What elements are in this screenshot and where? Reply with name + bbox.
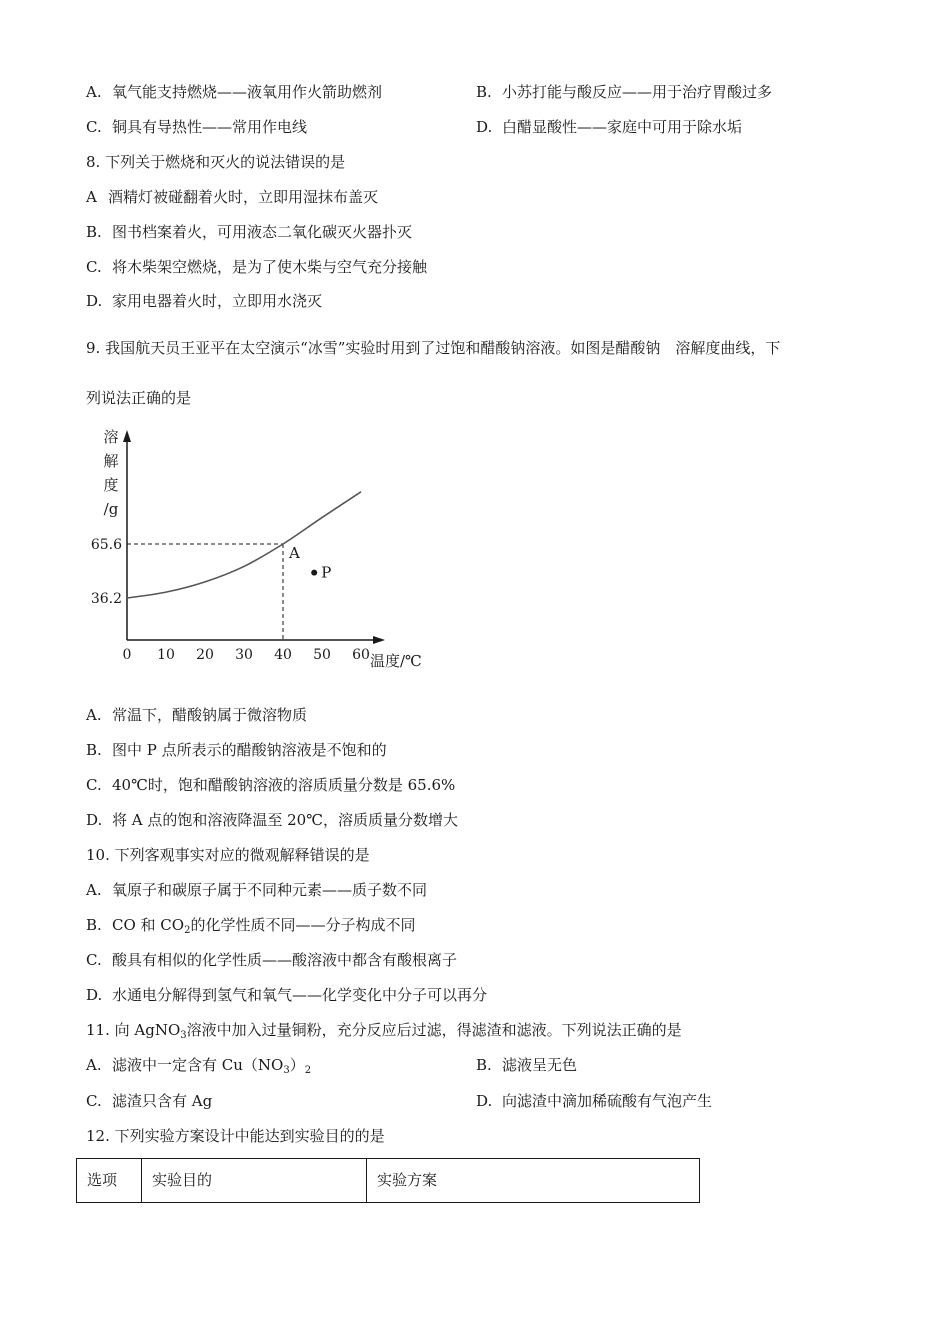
point-p bbox=[311, 570, 317, 576]
q8-option-a: A 酒精灯被碰翻着火时，立即用湿抹布盖灭 bbox=[86, 188, 379, 206]
q11-stem: 11. 向 AgNO$_3$溶液中加入过量铜粉，充分反应后过滤，得滤渣和滤液。下列说法正确的是 bbox=[86, 1021, 682, 1041]
point-p-label: P bbox=[321, 563, 332, 582]
table-header-option: 选项 bbox=[77, 1159, 142, 1203]
q9-option-a: A. 常温下，醋酸钠属于微溶物质 bbox=[86, 706, 308, 724]
q10-option-a: A. 氧原子和碳原子属于不同种元素——质子数不同 bbox=[86, 881, 428, 899]
y-label-char-3: 度 bbox=[103, 476, 119, 494]
x-tick-labels bbox=[123, 647, 370, 663]
q9-option-d: D. 将 A 点的饱和溶液降温至 20℃，溶质质量分数增大 bbox=[86, 811, 459, 829]
x-axis-label: 温度/℃ bbox=[370, 652, 422, 670]
x-tick-label: 0 bbox=[122, 647, 132, 663]
marked-points bbox=[288, 544, 331, 582]
y-tick-label: 36.2 bbox=[90, 591, 122, 607]
table-header-purpose: 实验目的 bbox=[142, 1159, 367, 1203]
x-tick-label: 20 bbox=[196, 647, 214, 663]
table-header-row bbox=[77, 1159, 700, 1203]
q11-option-b: B. 滤液呈无色 bbox=[476, 1056, 578, 1074]
q12-table bbox=[76, 1158, 700, 1203]
q11-option-d: D. 向滤渣中滴加稀硫酸有气泡产生 bbox=[476, 1092, 713, 1110]
q8-option-c: C. 将木柴架空燃烧，是为了使木柴与空气充分接触 bbox=[86, 258, 428, 276]
y-label-char-4: /g bbox=[103, 500, 119, 518]
point-a-label: A bbox=[289, 544, 300, 562]
q12-stem: 12. 下列实验方案设计中能达到实验目的的是 bbox=[86, 1127, 385, 1145]
q8-option-d: D. 家用电器着火时，立即用水浇灭 bbox=[86, 292, 323, 310]
y-tick-label: 65.6 bbox=[90, 537, 122, 553]
solubility-chart bbox=[90, 420, 435, 675]
q9-option-b: B. 图中 P 点所表示的醋酸钠溶液是不饱和的 bbox=[86, 741, 387, 759]
y-label-char-1: 溶 bbox=[103, 428, 119, 446]
q7-option-c: C. 铜具有导热性——常用作电线 bbox=[86, 118, 308, 136]
q9-stem-line1: 9. 我国航天员王亚平在太空演示“冰雪”实验时用到了过饱和醋酸钠溶液。如图是醋酸钠 溶解度曲线，下 bbox=[86, 339, 781, 357]
q11-option-c: C. 滤渣只含有 Ag bbox=[86, 1092, 213, 1110]
q7-option-d: D. 白醋显酸性——家庭中可用于除水垢 bbox=[476, 118, 743, 136]
q10-option-d: D. 水通电分解得到氢气和氧气——化学变化中分子可以再分 bbox=[86, 986, 488, 1004]
table-header-plan: 实验方案 bbox=[367, 1159, 700, 1203]
q8-option-b: B. 图书档案着火，可用液态二氧化碳灭火器扑灭 bbox=[86, 223, 413, 241]
solubility-curve bbox=[127, 492, 361, 598]
x-axis-arrow bbox=[373, 636, 385, 644]
x-tick-label: 60 bbox=[352, 647, 370, 663]
q7-option-a: A. 氧气能支持燃烧——液氧用作火箭助燃剂 bbox=[86, 83, 383, 101]
y-axis-arrow bbox=[123, 430, 131, 442]
q10-stem: 10. 下列客观事实对应的微观解释错误的是 bbox=[86, 846, 370, 864]
y-axis-label bbox=[103, 428, 118, 518]
x-tick-label: 40 bbox=[274, 647, 292, 663]
q9-stem-line2: 列说法正确的是 bbox=[86, 389, 192, 407]
q11-option-a: A. 滤液中一定含有 $Cu(NO_3)_2$ bbox=[86, 1056, 312, 1076]
x-tick-label: 10 bbox=[157, 647, 175, 663]
x-tick-label: 30 bbox=[235, 647, 253, 663]
x-tick-label: 50 bbox=[313, 647, 331, 663]
y-tick-labels bbox=[91, 537, 122, 607]
q9-option-c: C. 40℃时，饱和醋酸钠溶液的溶质质量分数是 65.6% bbox=[86, 776, 456, 794]
q10-option-b: B. CO 和 $CO_2$的化学性质不同——分子构成不同 bbox=[86, 916, 416, 936]
q10-option-c: C. 酸具有相似的化学性质——酸溶液中都含有酸根离子 bbox=[86, 951, 458, 969]
q7-option-b: B. 小苏打能与酸反应——用于治疗胃酸过多 bbox=[476, 83, 773, 101]
q8-stem: 8. 下列关于燃烧和灭火的说法错误的是 bbox=[86, 153, 346, 171]
y-label-char-2: 解 bbox=[103, 452, 119, 470]
